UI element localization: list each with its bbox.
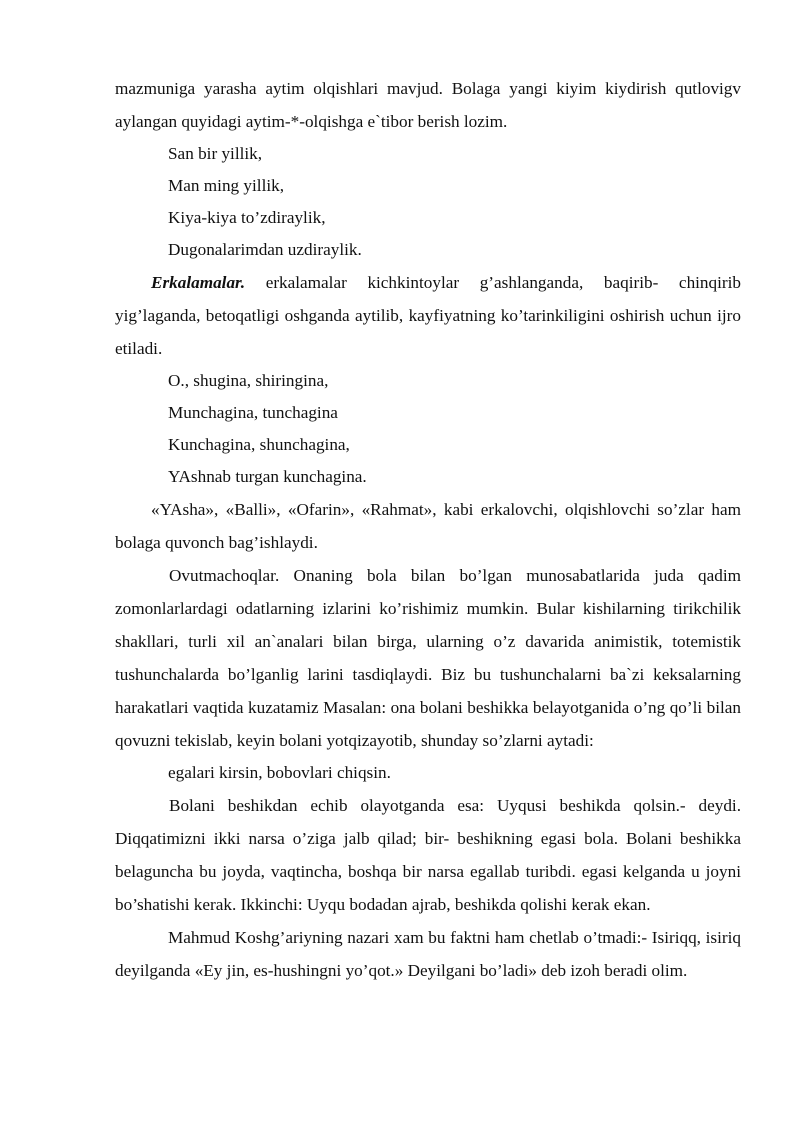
paragraph-praise-words: «YAsha», «Balli», «Ofarin», «Rahmat», kabi erkalovchi, olqishlovchi so’zlar ham bolaga quvonch bag’ishlaydi. (115, 500, 741, 552)
verse-line: egalari kirsin, bobovlari chiqsin. (168, 763, 391, 782)
verse-line: Kiya-kiya to’zdiraylik, (168, 208, 326, 227)
document-page (115, 72, 741, 987)
verse-line: Man ming yillik, (168, 176, 285, 195)
paragraph-cradle: Bolani beshikdan echib olayotganda esa: Uyqusi beshikda qolsin.- deydi. Diqqatimizni ikki narsa o’ziga jalb qilad; bir- beshikning egasi bola. Bolani beshikka belaguncha bu joyda, vaqtincha, boshqa bir narsa egallab turibdi. egasi kelganda u joyni bo’shatishi kerak. Ikkinchi: Uyqu bodadan ajrab, beshikda qolishi kerak ekan. (115, 796, 741, 914)
verse-line: Kunchagina, shunchagina, (168, 435, 350, 454)
verse-line: San bir yillik, (168, 144, 263, 163)
paragraph-koshgari: Mahmud Koshg’ariyning nazari xam bu faktni ham chetlab o’tmadi:- Isiriqq, isiriq deyilganda «Ey jin, es-hushingni yo’qot.» Deyilgani bo’ladi» deb izoh beradi olim. (115, 928, 741, 980)
paragraph-text: erkalamalar kichkintoylar g’ashlanganda, baqirib- chinqirib yig’laganda, betoqatligi oshganda aytilib, kayfiyatning ko’tarinkiligini oshirish uchun ijro etiladi. (115, 273, 741, 358)
verse-line: O., shugina, shiringina, (168, 371, 329, 390)
verse-block-1 (115, 138, 741, 266)
term-heading: Erkalamalar. (151, 273, 246, 292)
paragraph-intro: mazmuniga yarasha aytim olqishlari mavjud. Bolaga yangi kiyim kiydirish qutlovigv aylangan quyidagi aytim-*-olqishga e`tibor berish lozim. (115, 79, 741, 131)
paragraph-erkalamalar (115, 266, 741, 365)
verse-line: Dugonalarimdan uzdiraylik. (168, 240, 362, 259)
verse-block-3 (115, 757, 741, 789)
paragraph-ovutmachoqlar: Ovutmachoqlar. Onaning bola bilan bo’lgan munosabatlarida juda qadim zomonlarlardagi odatlarning izlarini ko’rishimiz mumkin. Bular kishilarning tirikchilik shakllari, turli xil an`analari bilan birga, ularning o’z davarida animistik, totemistik tushunchalarda bo’lganlig larini tasdiqlaydi. Biz bu tushunchalarni ba`zi keksalarning harakatlari vaqtida kuzatamiz Masalan: ona bolani beshikka belayotganida o’ng qo’li bilan qovuzni tekislab, keyin bolani yotqizayotib, shunday so’zlarni aytadi: (115, 566, 741, 750)
verse-line: YAshnab turgan kunchagina. (168, 467, 367, 486)
verse-block-2 (115, 365, 741, 493)
verse-line: Munchagina, tunchagina (168, 403, 338, 422)
